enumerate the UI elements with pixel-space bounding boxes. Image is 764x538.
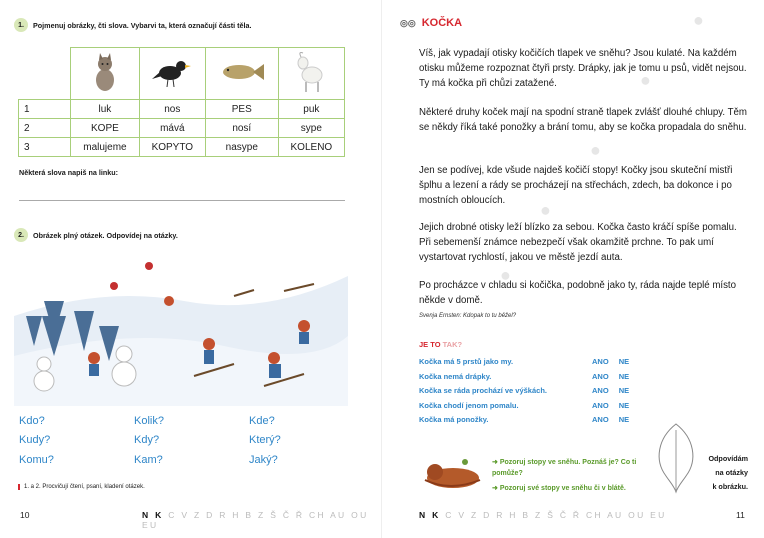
paragraph: Jen se podívej, kde všude najdeš kočičí stopy! Kočky jsou skuteční mistři šplhu a lezení a rády se procházejí na střechách, zdech, ba dokonce i po mostních obloucích.	[419, 165, 733, 206]
quiz-title: JE TO TAK?	[419, 340, 463, 349]
question-jaky: Jaký?	[249, 454, 278, 466]
paw-print-icon: ●	[640, 70, 651, 90]
side-note: Odpovídám na otázky k obrázku.	[708, 454, 748, 491]
quiz-item: Kočka má 5 prstů jako my.	[419, 357, 514, 366]
question-kam: Kam?	[134, 454, 163, 466]
quiz-item: Kočka se ráda prochází ve výškách.	[419, 386, 547, 395]
arrow-icon: ➜	[492, 485, 500, 492]
goat-icon	[278, 48, 344, 100]
paragraph: Jejich drobné otisky leží blízko za sebou. Kočka často kráčí spíše pomalu. Při sebemenší známce nebezpečí však okamžitě prchne. To pak umí vystartovat rychlostí, jakou ve městě jezdí auta.	[419, 222, 737, 263]
article-title: ◎◎ KOČKA	[400, 17, 463, 29]
quiz-item: Kočka nemá drápky.	[419, 372, 492, 381]
line-prompt: Některá slova napiš na linku:	[19, 168, 119, 177]
table-row: 2 KOPE mává nosí sype	[19, 119, 345, 138]
task1-text: Pojmenuj obrázky, čti slova. Vybarvi ta, která označují části těla.	[33, 20, 252, 30]
letter-footer: N K C V Z D R H B Z Š Č Ř CH AU OU EU	[419, 510, 667, 520]
task2-text: Obrázek plný otázek. Odpovídej na otázky.	[33, 230, 178, 240]
task2-number: 2.	[14, 228, 28, 242]
word-cell[interactable]: KOPYTO	[139, 138, 205, 157]
word-cell[interactable]: malujeme	[71, 138, 140, 157]
cat-icon	[71, 48, 140, 100]
question-kde: Kde?	[249, 415, 275, 427]
arrow-icon: ➜	[492, 459, 500, 466]
word-cell[interactable]: luk	[71, 100, 140, 119]
word-cell[interactable]: nos	[139, 100, 205, 119]
question-komu: Komu?	[19, 454, 54, 466]
question-kdo: Kdo?	[19, 415, 45, 427]
paragraph: Některé druhy koček mají na spodní straně tlapek zvlášť dlouhé chlupy. Těm se někdy říká také ponožky a brání tomu, aby se kočka propadala do sněhu.	[419, 107, 747, 133]
writing-line[interactable]	[19, 200, 345, 201]
paw-print-icon: ●	[590, 140, 601, 160]
yes-no-choice[interactable]: ANO NE	[592, 415, 630, 424]
word-cell[interactable]: puk	[278, 100, 344, 119]
word-cell[interactable]: KOLENO	[278, 138, 344, 157]
page-number: 11	[736, 510, 745, 520]
letter-footer: N K C V Z D R H B Z Š Č Ř CH AU OU EU	[142, 510, 369, 530]
word-cell[interactable]: nasype	[205, 138, 278, 157]
task-own-tracks: ➜ Pozoruj své stopy ve sněhu či v blátě.	[492, 485, 626, 492]
word-cell[interactable]: PES	[205, 100, 278, 119]
quiz-item: Kočka má ponožky.	[419, 415, 489, 424]
word-cell[interactable]: KOPE	[71, 119, 140, 138]
table-row: 1 luk nos PES puk	[19, 100, 345, 119]
word-cell[interactable]: sype	[278, 119, 344, 138]
leaf-icon	[648, 420, 704, 496]
word-cell[interactable]: mává	[139, 119, 205, 138]
source-citation: Svenja Ernsten: Kdopak to tu běžel?	[419, 313, 517, 319]
yes-no-choice[interactable]: ANO NE	[592, 401, 630, 410]
task1-heading	[14, 18, 252, 32]
page-gutter	[381, 0, 382, 538]
glasses-icon: ◎◎	[400, 17, 416, 28]
word-cell[interactable]: nosí	[205, 119, 278, 138]
yes-no-choice[interactable]: ANO NE	[592, 386, 630, 395]
fish-icon	[205, 48, 278, 100]
paw-print-icon: ●	[500, 265, 511, 285]
question-kudy: Kudy?	[19, 434, 51, 446]
paw-print-icon: ●	[540, 200, 551, 220]
yes-no-choice[interactable]: ANO NE	[592, 357, 630, 366]
question-ktery: Který?	[249, 434, 281, 446]
task2-heading	[14, 228, 178, 242]
sleeping-cat-illustration	[420, 450, 486, 492]
question-kolik: Kolik?	[134, 415, 164, 427]
winter-scene-illustration	[14, 246, 348, 406]
bird-icon	[139, 48, 205, 100]
teacher-note: 1. a 2. Procvičují čtení, psaní, kladení otázek.	[18, 484, 145, 490]
word-table	[18, 47, 345, 157]
yes-no-choice[interactable]: ANO NE	[592, 372, 630, 381]
question-kdy: Kdy?	[134, 434, 160, 446]
paragraph: Po procházce v chladu si kočička, podobně jako ty, ráda najde teplé místo někde v domě.	[419, 280, 736, 306]
quiz-item: Kočka chodí jenom pomalu.	[419, 401, 519, 410]
page-number: 10	[20, 510, 30, 520]
task1-number: 1.	[14, 18, 28, 32]
paragraph: Víš, jak vypadají otisky kočičích tlapek ve sněhu? Jsou kulaté. Na každém otisku můžeme rozpoznat čtyři prsty. Drápky, jak je tomu u psů, vidět nejsou. Ty má kočka při chůzi zatažené.	[419, 48, 747, 89]
paw-print-icon: ●	[693, 10, 704, 30]
table-row: 3 malujeme KOPYTO nasype KOLENO	[19, 138, 345, 157]
task-observe-tracks: ➜ Pozoruj stopy ve sněhu. Poznáš je? Co ti pomůže?	[492, 459, 637, 477]
picture-row	[19, 48, 345, 100]
